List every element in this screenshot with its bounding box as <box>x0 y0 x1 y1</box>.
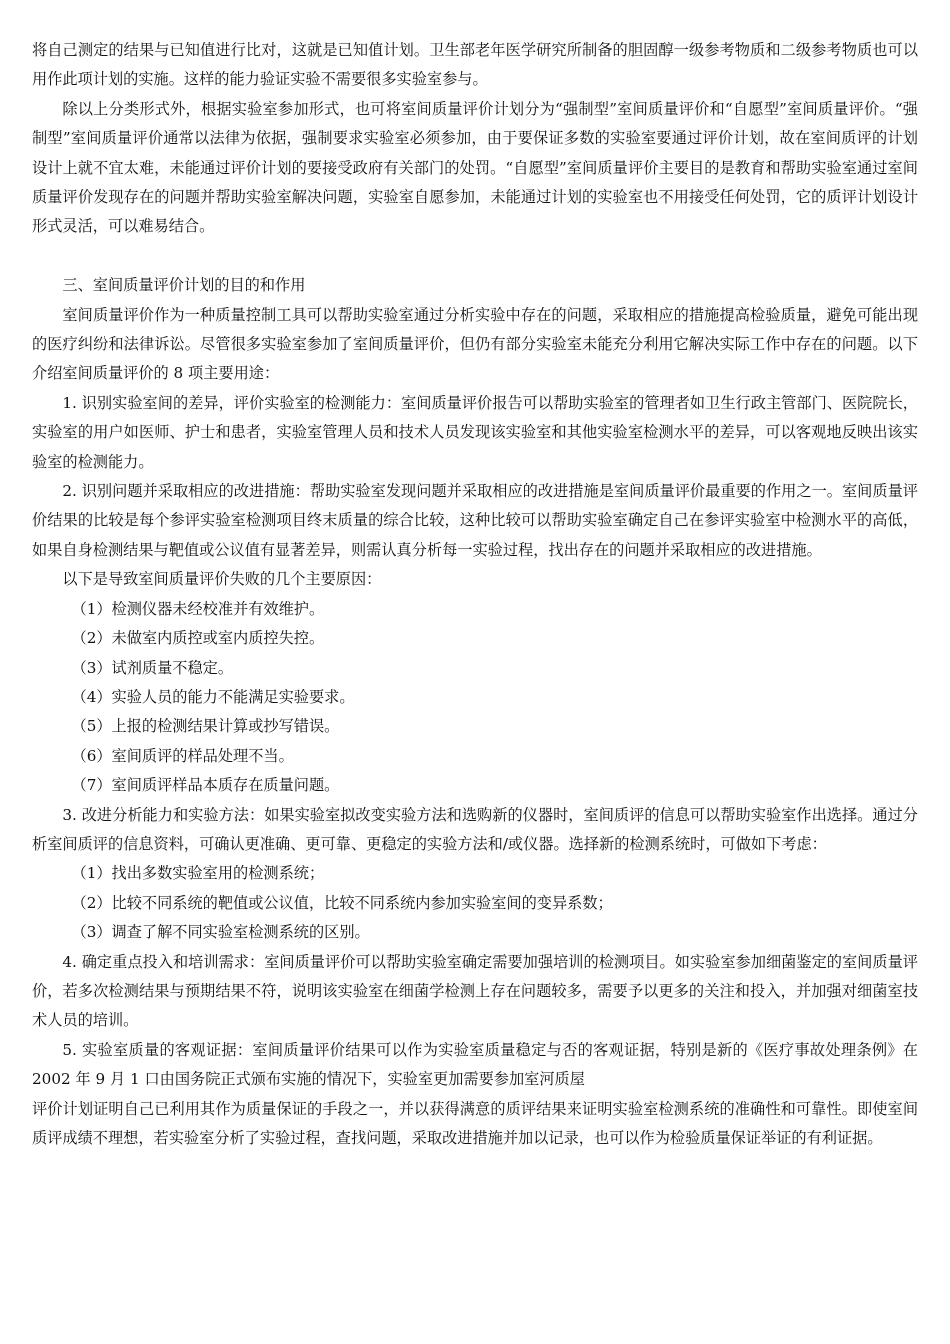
paragraph-purpose-intro: 室间质量评价作为一种质量控制工具可以帮助实验室通过分析实验中存在的问题，采取相应的措施提高检验质量，避免可能出现的医疗纠纷和法律诉讼。尽管很多实验室参加了室间质量评价，但仍有部分实验室未能充分利用它解决实际工作中存在的问题。以下介绍室间质量评价的 8 项主要用途： <box>32 305 918 383</box>
paragraph-use-2: 2. 识别问题并采取相应的改进措施：帮助实验室发现问题并采取相应的改进措施是室间质量评价最重要的作用之一。室间质量评价结果的比较是每个参评实验室检测项目终末质量的综合比较，这种比较可以帮助实验室确定自己在参评实验室中检测水平的高低，如果自身检测结果与靶值或公议值有显著差异，则需认真分析每一实验过程，找出存在的问题并采取相应的改进措施。 <box>32 482 918 559</box>
section-heading: 三、室间质量评价计划的目的和作用 <box>62 276 306 295</box>
paragraph-use-1: 1. 识别实验室间的差异，评价实验室的检测能力：室间质量评价报告可以帮助实验室的管理者如卫生行政主管部门、医院院长，实验室的用户如医师、护士和患者，实验室管理人员和技术人员发现该实验室和其他实验室检测水平的差异，可以客观地反映出该实验室的检测能力。 <box>32 393 918 471</box>
list-item-failure-5: （5）上报的检测结果计算或抄写错误。 <box>71 717 340 736</box>
list-item-failure-3: （3）试剂质量不稳定。 <box>71 658 234 677</box>
list-item-failure-2: （2）未做室内质控或室内质控失控。 <box>71 629 325 648</box>
paragraph-use-5: 5. 实验室质量的客观证据：室间质量评价结果可以作为实验室质量稳定与否的客观证据，特别是新的《医疗事故处理条例》在 2002 年 9 月 1 口由国务院正式颁布实施的情况下，实验室更加需要参加室河质屋 <box>32 1040 918 1089</box>
list-item-system-2: （2）比较不同系统的靶值或公议值，比较不同系统内参加实验室间的变异系数； <box>71 893 613 912</box>
list-item-failure-1: （1）检测仪器未经校准并有效维护。 <box>71 599 325 618</box>
paragraph-use-5-continued: 评价计划证明自己已利用其作为质量保证的手段之一，并以获得满意的质评结果来证明实验室检测系统的准确性和可靠性。即使室间质评成绩不理想，若实验室分析了实验过程，查找问题，采取改进措施并加以记录，也可以作为检验质量保证举证的有利证据。 <box>32 1099 918 1148</box>
blank-line <box>32 242 918 271</box>
paragraph-use-4: 4. 确定重点投入和培训需求：室间质量评价可以帮助实验室确定需要加强培训的检测项目。如实验室参加细菌鉴定的室间质量评价，若多次检测结果与预期结果不符，说明该实验室在细菌学检测上存在问题较多，需要予以更多的关注和投入，并加强对细菌室技术人员的培训。 <box>32 952 918 1030</box>
list-item-failure-7: （7）室间质评样品本质存在质量问题。 <box>71 776 340 795</box>
list-item-system-1: （1）找出多数实验室用的检测系统； <box>71 864 325 883</box>
paragraph-participation-types: 除以上分类形式外，根据实验室参加形式，也可将室间质量评价计划分为“强制型”室间质量评价和“自愿型”室间质量评价。“强制型”室间质量评价通常以法律为依据，强制要求实验室必须参加，由于要保证多数的实验室要通过评价计划，故在室间质评的计划设计上就不宜太难，未能通过评价计划的要接受政府有关部门的处罚。“自愿型”室间质量评价主要目的是教育和帮助实验室通过室间质量评价发现存在的问题并帮助实验室解决问题，实验室自愿参加，未能通过计划的实验室也不用接受任何处罚，它的质评计划设计形式灵活，可以难易结合。 <box>32 99 918 236</box>
paragraph-use-3: 3. 改进分析能力和实验方法：如果实验室拟改变实验方法和选购新的仪器时，室间质评的信息可以帮助实验室作出选择。通过分析室间质评的信息资料，可确认更准确、更可靠、更稳定的实验方法和/或仪器。选择新的检测系统时，可做如下考虑： <box>32 805 918 853</box>
list-item-failure-6: （6）室间质评的样品处理不当。 <box>71 746 294 765</box>
list-item-failure-4: （4）实验人员的能力不能满足实验要求。 <box>71 687 355 706</box>
paragraph-failure-intro: 以下是导致室间质量评价失败的几个主要原因： <box>62 570 382 589</box>
paragraph-known-value-plan: 将自己测定的结果与已知值进行比对，这就是已知值计划。卫生部老年医学研究所制备的胆固醇一级参考物质和二级参考物质也可以用作此项计划的实施。这样的能力验证实验不需要很多实验室参与。 <box>32 41 918 89</box>
list-item-system-3: （3）调查了解不同实验室检测系统的区别。 <box>71 923 370 942</box>
